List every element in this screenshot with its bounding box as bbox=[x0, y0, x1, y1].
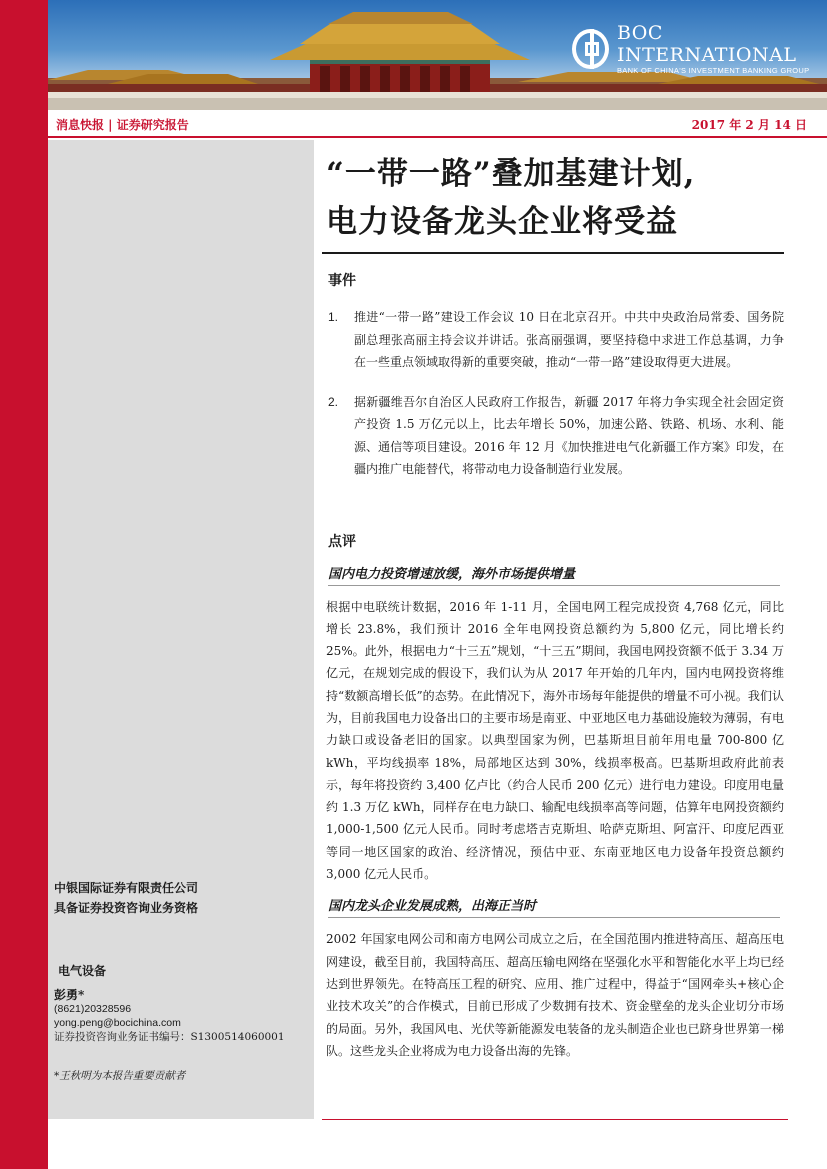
logo-title: BOC INTERNATIONAL bbox=[616, 22, 797, 66]
title-line-1: “一带一路”叠加基建计划, bbox=[326, 156, 696, 192]
analyst-name: 彭勇* bbox=[54, 988, 85, 1002]
footer-divider bbox=[322, 1119, 788, 1120]
title-line-2: 电力设备龙头企业将受益 bbox=[326, 204, 678, 240]
report-date: 2017 年 2 月 14 日 bbox=[691, 118, 807, 132]
company-name: 中银国际证券有限责任公司 bbox=[54, 881, 199, 895]
comment-subheading-2: 国内龙头企业发展成熟，出海正当时 bbox=[328, 895, 780, 918]
event-item bbox=[328, 391, 784, 481]
comment-paragraph-1: 根据中电联统计数据，2016 年 1-11 月，全国电网工程完成投资 4,768 亿元，同比增长 23.8%，我们预计 2016 全年电网投资总额约为 5,800 亿元，同比增长约 25%。此外，根据电力“十三五”规划，“十三五”期间，我国电网投资额不低于 3.34 万亿元，在规划完成的假设下，我们认为从 2017 年开始的几年内，国内电网投资将维持“数额高增长低”的态势。在此情况下，海外市场每年能提供的增量不可小视。我们认为，目前我国电力设备出口的主要市场是南亚、中亚地区电力基础设施较为薄弱，有电力缺口或设备老旧的国家。以典型国家为例，巴基斯坦目前年用电量 700-800 亿 kWh，平均线损率 18%，局部地区达到 30%，线损率极高。巴基斯坦政府此前表示，每年将投资约 3,400 亿卢比（约合人民币 200 亿元）进行电力建设。印度用电量约 1.3 万亿 kWh，同样存在电力缺口、输配电线损率高等问题，估算年电网投资额约 1,000-1,500 亿元人民币。同时考虑塔吉克斯坦、哈萨克斯坦、阿富汗、印度尼西亚等同一地区国家的政治、经济情况，预估中亚、东南亚地区电力设备年投资总额约 3,000 亿元人民币。 bbox=[326, 599, 784, 882]
event-text: 据新疆维吾尔自治区人民政府工作报告，新疆 2017 年将力争实现全社会固定资产投资 1.5 万亿元以上，比去年增长 50%，加速公路、铁路、机场、水利、能源、通信等项目建设。2016 年 12 月《加快推进电气化新疆工作方案》印发，在疆内推广电能替代，将带动电力设备制造行业发展。 bbox=[354, 394, 784, 476]
main-content bbox=[322, 140, 784, 1062]
company-info bbox=[54, 878, 198, 918]
left-sidebar bbox=[48, 140, 314, 1119]
report-category: 消息快报 | 证券研究报告 bbox=[56, 118, 189, 132]
events-list bbox=[328, 306, 784, 481]
analyst-phone: (8621)20328596 bbox=[54, 1003, 132, 1015]
analyst-license: 证券投资咨询业务证书编号：S1300514060001 bbox=[54, 1031, 285, 1043]
boc-logo bbox=[572, 22, 827, 76]
logo-subtitle: BANK OF CHINA'S INVESTMENT BANKING GROUP bbox=[616, 66, 810, 75]
header-banner bbox=[48, 0, 827, 110]
event-text: 推进“一带一路”建设工作会议 10 日在北京召开。中共中央政治局常委、国务院副总理张高丽主持会议并讲话。张高丽强调，要坚持稳中求进工作总基调，力争在一些重点领域取得新的重要突破，推动“一带一路”建设取得更大进展。 bbox=[354, 310, 784, 369]
comment-subheading-1: 国内电力投资增速放缓，海外市场提供增量 bbox=[328, 563, 780, 586]
category-strip bbox=[48, 110, 827, 138]
title-divider bbox=[322, 252, 784, 254]
contributor-note: *王秋明为本报告重要贡献者 bbox=[54, 1070, 186, 1082]
analyst-email[interactable]: yong.peng@bocichina.com bbox=[54, 1017, 181, 1029]
events-heading: 事件 bbox=[328, 273, 356, 289]
sector-label: 电气设备 bbox=[58, 964, 107, 978]
analyst-contact bbox=[54, 988, 285, 1044]
event-item bbox=[328, 306, 784, 374]
event-number: 1. bbox=[328, 310, 339, 324]
left-accent-bar bbox=[0, 0, 48, 1169]
report-title bbox=[322, 150, 784, 246]
event-number: 2. bbox=[328, 394, 339, 409]
company-qualification: 具备证券投资咨询业务资格 bbox=[54, 901, 199, 915]
comment-heading: 点评 bbox=[328, 533, 356, 550]
comment-paragraph-2: 2002 年国家电网公司和南方电网公司成立之后，在全国范围内推进特高压、超高压电网建设，截至目前，我国特高压、超高压输电网络在坚强化水平和智能化水平上均已经达到世界领先。在特高压工程的研究、应用、推广过程中，得益于“国网牵头+核心企业技术攻关”的合作模式，目前已形成了少数拥有技术、资金壁垒的龙头企业切分市场的局面。另外，我国风电、光伏等新能源发电装备的龙头制造企业也已跻身世界第一梯队。这些龙头企业将成为电力设备出海的先锋。 bbox=[326, 932, 784, 1058]
boc-logo-icon bbox=[572, 29, 609, 69]
